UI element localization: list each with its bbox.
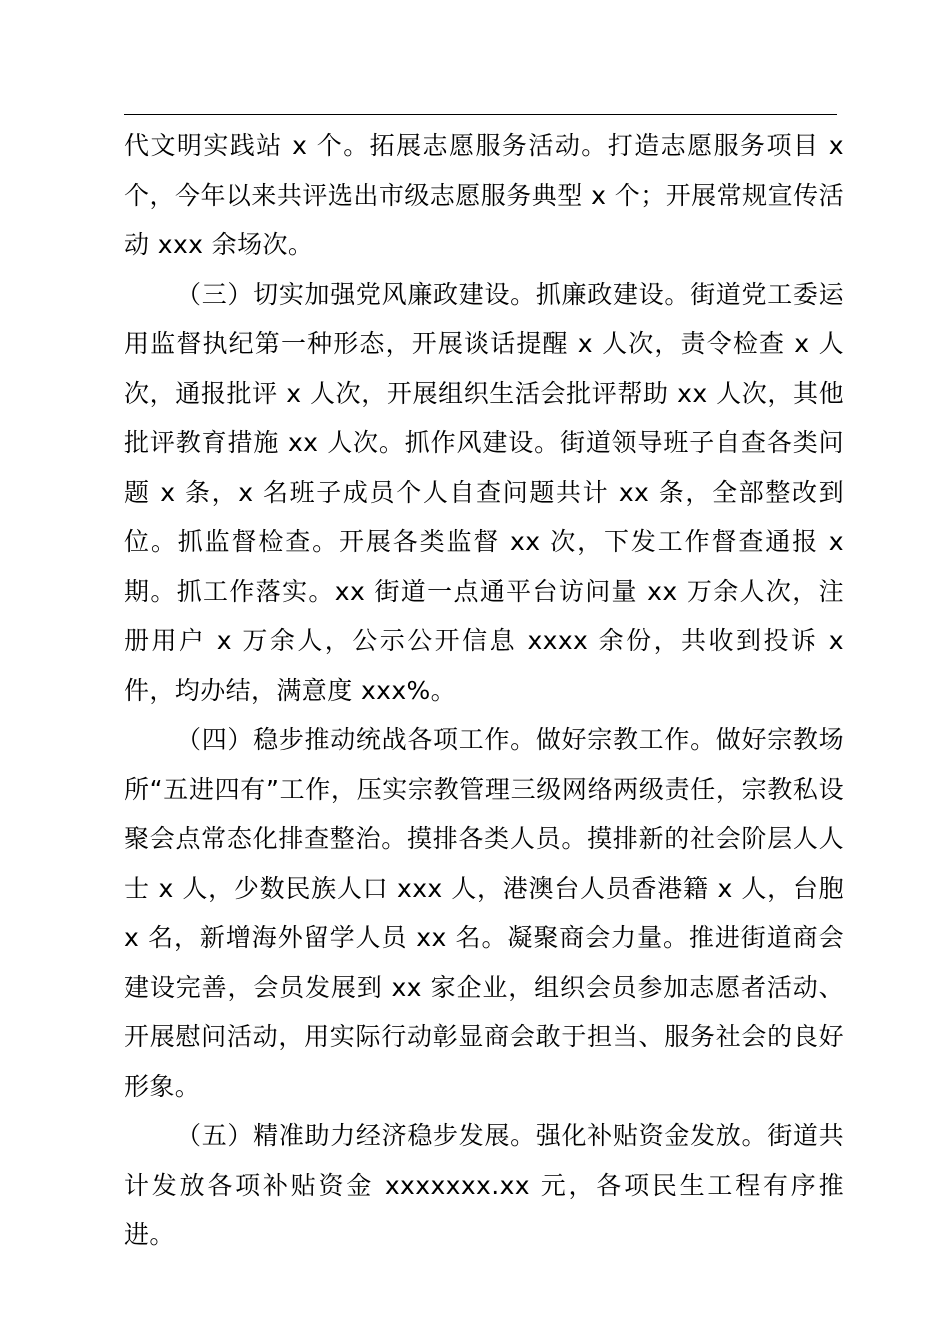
- paragraph-section-5-economy: （五）精准助力经济稳步发展。强化补贴资金发放。街道共计发放各项补贴资金 xxxxxxx.xx 元，各项民生工程有序推进。: [124, 1121, 844, 1249]
- document-body: [124, 121, 844, 1260]
- paragraph-volunteer-service: 代文明实践站 x 个。拓展志愿服务活动。打造志愿服务项目 x 个，今年以来共评选出市级志愿服务典型 x 个；开展常规宣传活动 xxx 余场次。: [124, 131, 844, 259]
- paragraph-section-3-integrity: （三）切实加强党风廉政建设。抓廉政建设。街道党工委运用监督执纪第一种形态，开展谈话提醒 x 人次，责令检查 x 人次，通报批评 x 人次，开展组织生活会批评帮助 xx 人次，其他批评教育措施 xx 人次。抓作风建设。街道领导班子自查各类问题 x 条，x 名班子成员个人自查问题共计 xx 条，全部整改到位。抓监督检查。开展各类监督 xx 次，下发工作督查通报 x 期。抓工作落实。xx 街道一点通平台访问量 xx 万余人次，注册用户 x 万余人，公示公开信息 xxxx 余份，共收到投诉 x 件，均办结，满意度 xxx%。: [124, 279, 844, 705]
- paragraph-section-4-united-front: （四）稳步推动统战各项工作。做好宗教工作。做好宗教场所“五进四有”工作，压实宗教管理三级网络两级责任，宗教私设聚会点常态化排查整治。摸排各类人员。摸排新的社会阶层人人士 x 人，少数民族人口 xxx 人，港澳台人员香港籍 x 人，台胞 x 名，新增海外留学人员 xx 名。凝聚商会力量。推进街道商会建设完善，会员发展到 xx 家企业，组织会员参加志愿者活动、开展慰问活动，用实际行动彰显商会敢于担当、服务社会的良好形象。: [124, 725, 844, 1101]
- header-rule: [124, 114, 837, 115]
